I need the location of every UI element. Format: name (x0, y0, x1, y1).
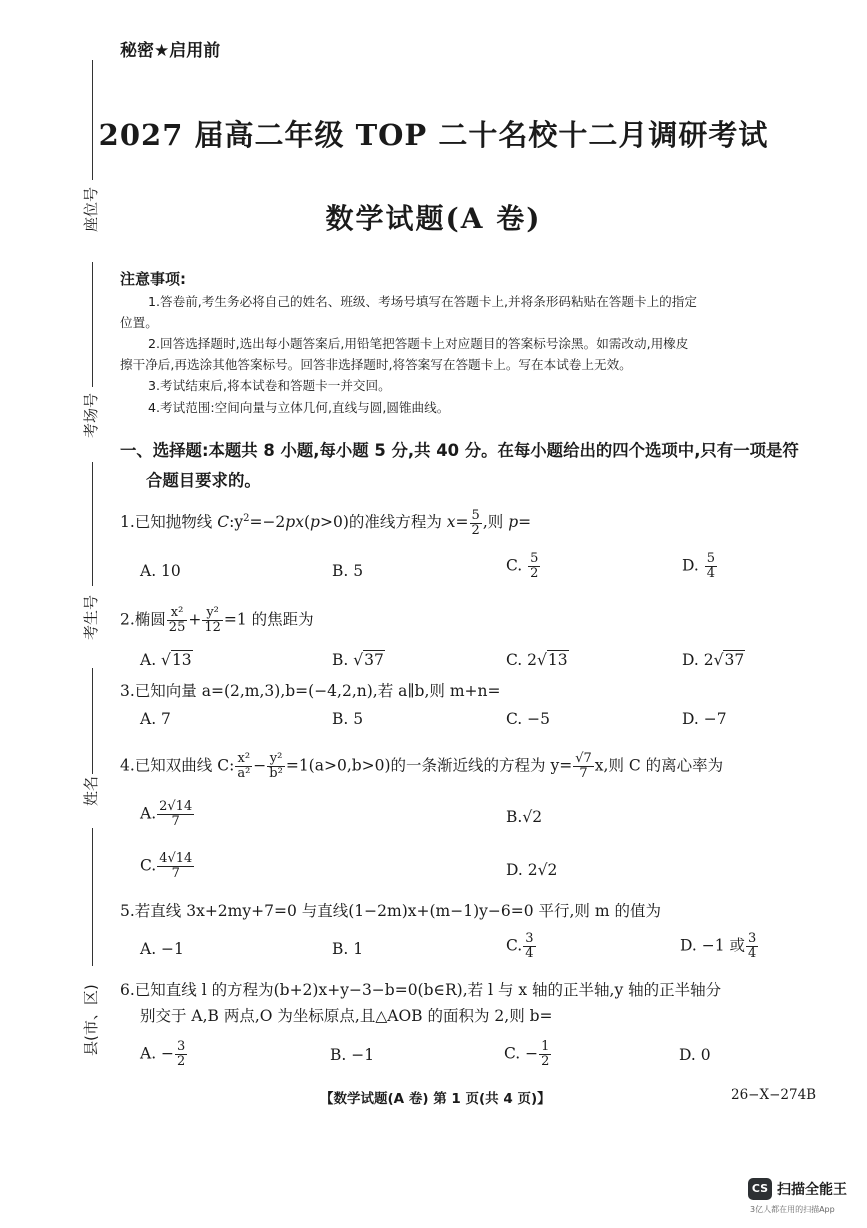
q6-option-a: A. − $\frac{3}{2}$ (140, 1039, 186, 1069)
q4-option-b: B.√2 (506, 808, 543, 826)
q1-option-c: C. $\frac{5}{2}$ (506, 551, 539, 581)
camscanner-tagline: 3亿人都在用的扫描App (750, 1205, 835, 1214)
q3-option-b: B. 5 (332, 710, 364, 728)
q4-option-c: C. $\frac{4√14}{7}$ (140, 851, 193, 881)
page-footer: 【数学试题(A 卷) 第 1 页(共 4 页)】 (320, 1091, 551, 1107)
seat-number-label: 座位号 (82, 186, 100, 232)
note-line: 1.答卷前,考生务必将自己的姓名、班级、考场号填写在答题卡上,并将条形码粘贴在答题卡上的指定 (148, 294, 697, 309)
student-number-label: 考生号 (82, 594, 100, 640)
q4-option-a: A. $\frac{2√14}{7}$ (140, 799, 193, 829)
q2-option-c: C. 2√13 (506, 651, 568, 669)
question-5: 5.若直线 3x+2my+7=0 与直线(1−2m)x+(m−1)y−6=0 平行,则 m 的值为 (120, 902, 661, 920)
note-line: 4.考试范围:空间向量与立体几何,直线与圆,圆锥曲线。 (148, 400, 450, 415)
q5-option-d: D. −1 或 $\frac{3}{4}$ (680, 931, 757, 961)
paper-code: 26−X−274B (731, 1087, 817, 1103)
q5-option-a: A. −1 (140, 940, 184, 958)
camscanner-name: 扫描全能王 (777, 1182, 847, 1198)
question-6-cont: 别交于 A,B 两点,O 为坐标原点,且△AOB 的面积为 2,则 b= (140, 1007, 553, 1025)
q6-option-c: C. − $\frac{1}{2}$ (504, 1039, 550, 1069)
binding-line-name (92, 668, 93, 774)
q1-option-d: D. $\frac{5}{4}$ (682, 551, 716, 581)
q3-option-a: A. 7 (140, 710, 171, 728)
camscanner-logo-icon: CS (748, 1178, 772, 1200)
exam-room-label: 考场号 (82, 392, 100, 438)
confidential-label: 秘密★启用前 (120, 41, 221, 61)
notes-heading: 注意事项: (120, 270, 186, 288)
section-heading-cont: 合题目要求的。 (146, 471, 261, 490)
binding-line-county (92, 828, 93, 966)
question-4: 4.已知双曲线 C: $\frac{\text{x²}}{\text{a²}}$ − $\frac{\text{y²}}{\text{b²}}$ =1(a>0,b>0)的一条渐近线的方程为 y= $\frac{√7}{7}$ x,则 C 的离心率为 (120, 751, 724, 781)
q1-option-b: B. 5 (332, 562, 364, 580)
q3-option-c: C. −5 (506, 710, 551, 728)
q4-option-d: D. 2√2 (506, 861, 558, 879)
county-label: 县(市、区) (82, 984, 100, 1056)
exam-subtitle: 数学试题(A 卷) (325, 202, 542, 235)
q1-option-a: A. 10 (140, 562, 181, 580)
q2-option-a: A. √13 (140, 651, 192, 669)
q5-option-b: B. 1 (332, 940, 364, 958)
q6-option-d: D. 0 (679, 1046, 711, 1064)
question-2: 2.椭圆 $\frac{\text{x²}}{25}$ + $\frac{\text{y²}}{12}$ =1 的焦距为 (120, 605, 314, 635)
question-6: 6.已知直线 l 的方程为(b+2)x+y−3−b=0(b∈R),若 l 与 x 轴的正半轴,y 轴的正半轴分 (120, 981, 722, 999)
name-label: 姓名 (82, 775, 100, 806)
q2-option-b: B. √37 (332, 651, 384, 669)
binding-line-student-no (92, 462, 93, 586)
binding-line-room (92, 262, 93, 387)
note-line: 位置。 (120, 315, 158, 330)
question-1: 1.已知抛物线 $C:y^2=-2px(p>0)$的准线方程为 x= $\frac{5}{2}$ ,则 p= (120, 507, 532, 538)
q5-option-c: C. $\frac{3}{4}$ (506, 931, 534, 961)
question-3: 3.已知向量 a=(2,m,3),b=(−4,2,n),若 a∥b,则 m+n= (120, 682, 501, 700)
q2-option-d: D. 2√37 (682, 651, 745, 669)
section-heading: 一、选择题:本题共 8 小题,每小题 5 分,共 40 分。在每小题给出的四个选项中,只有一项是符 (120, 441, 799, 460)
note-line: 擦干净后,再选涂其他答案标号。回答非选择题时,将答案写在答题卡上。写在本试卷上无效。 (120, 357, 632, 372)
note-line: 3.考试结束后,将本试卷和答题卡一并交回。 (148, 378, 391, 393)
q3-option-d: D. −7 (682, 710, 727, 728)
q6-option-b: B. −1 (330, 1046, 375, 1064)
exam-title: 2027 届高二年级 TOP 二十名校十二月调研考试 (98, 118, 769, 152)
note-line: 2.回答选择题时,选出每小题答案后,用铅笔把答题卡上对应题目的答案标号涂黑。如需改动,用橡皮 (148, 336, 689, 351)
